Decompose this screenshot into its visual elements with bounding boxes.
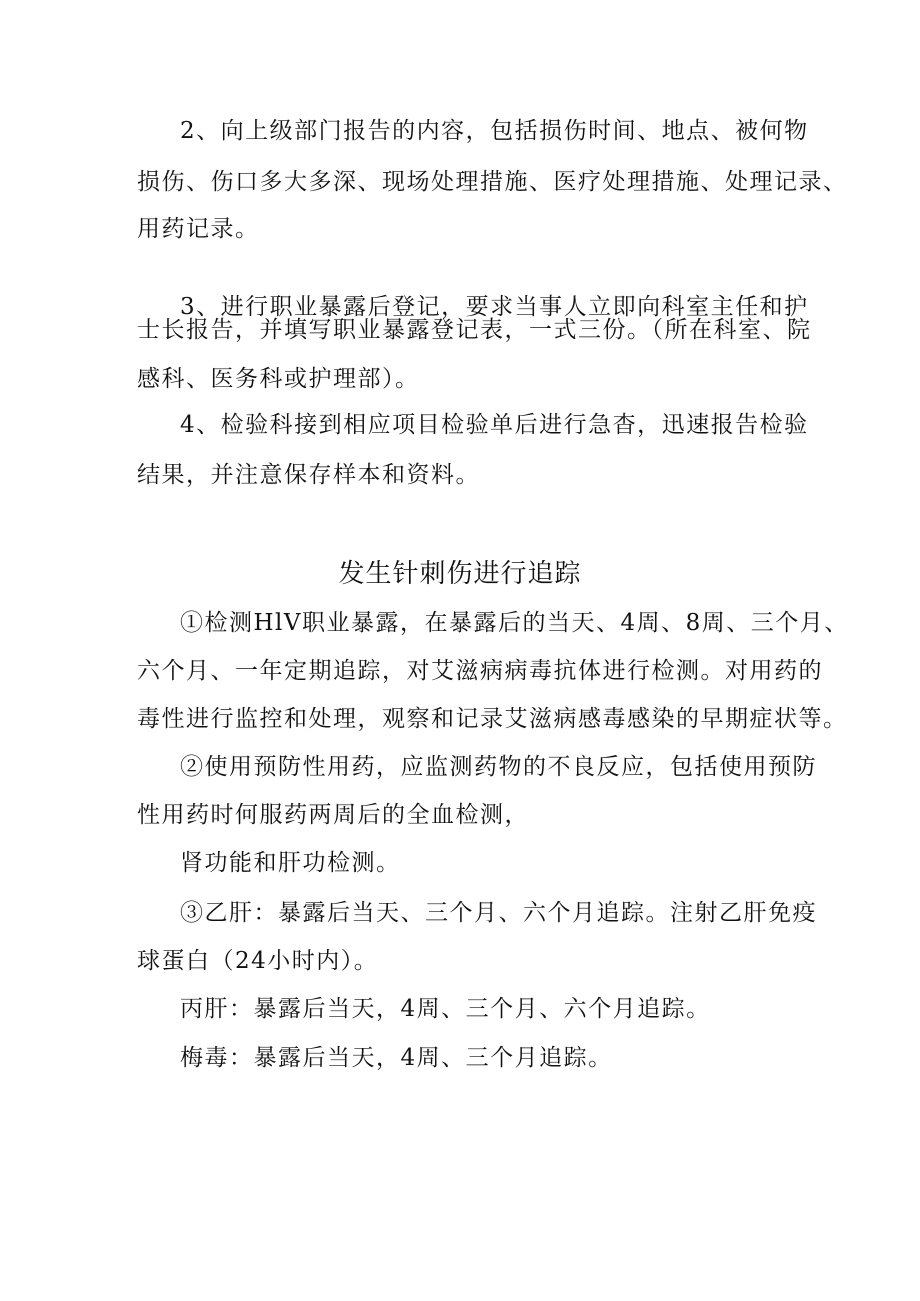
- section-title: 发生针刺伤进行追踪: [338, 559, 582, 589]
- tracking-item2-line3: 肾功能和肝功检测。: [180, 850, 401, 876]
- item2-line1: 2、向上级部门报告的内容，包括损伤时间、地点、被何物: [180, 118, 809, 144]
- tracking-item1-line1: ①检测HlV职业暴露，在暴露后的当天、4周、8周、三个月、: [180, 610, 849, 636]
- item4-line1: 4、检验科接到相应项目检验单后进行急杳，迅速报告检验: [180, 412, 809, 438]
- tracking-item3-line2: 球蛋白（24小时内）。: [137, 948, 379, 974]
- tracking-item3-line1: ③乙肝：暴露后当天、三个月、六个月追踪。注射乙肝免疫: [180, 900, 817, 926]
- item2-line3: 用药记录。: [137, 216, 260, 242]
- item3-line3: 感科、医务科或护理部）。: [137, 366, 420, 392]
- tracking-item1-line3: 毒性进行监控和处理，观察和记录艾滋病感毒感染的早期症状等。: [137, 706, 848, 732]
- item2-line2: 损伤、伤口多大多深、现场处理措施、医疗处理措施、处理记录、: [137, 169, 848, 195]
- syphilis-line: 梅毒：暴露后当天，4周、三个月追踪。: [180, 1045, 613, 1071]
- tracking-item2-line1: ②使用预防性用药，应监测药物的不良反应，包括使用预防: [180, 754, 817, 780]
- hepatitis-c-line: 丙肝：暴露后当天，4周、三个月、六个月追踪。: [180, 996, 711, 1022]
- item3-line2: 士长报告，并填写职业暴露登记表，一式三份。（所在科室、院: [137, 317, 812, 343]
- item4-line2: 结果，并注意保存样本和资料。: [137, 462, 480, 488]
- tracking-item1-line2: 六个月、一年定期追踪，对艾滋病病毒抗体进行检测。对用药的: [137, 658, 823, 684]
- item3-line1: 3、进行职业暴露后登记，要求当事人立即向科室主任和护: [180, 294, 809, 320]
- tracking-item2-line2: 性用药时何服药两周后的全血检测，: [137, 802, 529, 828]
